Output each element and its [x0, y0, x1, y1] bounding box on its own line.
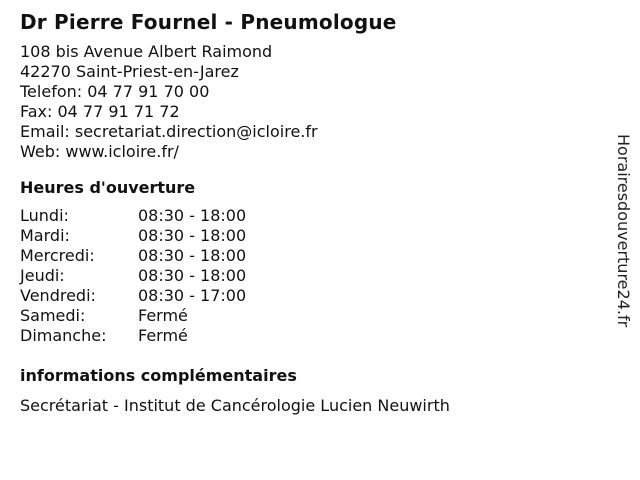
hours-day: Jeudi:	[20, 266, 65, 285]
hours-row-dimanche	[20, 326, 600, 346]
info-text: Secrétariat - Institut de Cancérologie Lucien Neuwirth	[20, 396, 450, 415]
hours-time: 08:30 - 18:00	[138, 206, 247, 225]
hours-time: Fermé	[138, 326, 188, 345]
web-line[interactable]: Web: www.icloire.fr/	[20, 142, 179, 161]
hours-row-vendredi	[20, 286, 600, 306]
hours-day: Mercredi:	[20, 246, 95, 265]
hours-table	[20, 206, 600, 346]
email-line[interactable]: Email: secretariat.direction@icloire.fr	[20, 122, 318, 141]
hours-heading: Heures d'ouverture	[20, 178, 196, 197]
hours-row-lundi	[20, 206, 600, 226]
hours-day: Samedi:	[20, 306, 86, 325]
hours-time: 08:30 - 17:00	[138, 286, 247, 305]
hours-day: Lundi:	[20, 206, 69, 225]
address-city: 42270 Saint-Priest-en-Jarez	[20, 62, 239, 81]
hours-time: 08:30 - 18:00	[138, 226, 247, 245]
phone-line: Telefon: 04 77 91 70 00	[20, 82, 210, 101]
hours-row-jeudi	[20, 266, 600, 286]
hours-time: 08:30 - 18:00	[138, 246, 247, 265]
practice-card	[20, 8, 600, 416]
hours-row-mercredi	[20, 246, 600, 266]
address-street: 108 bis Avenue Albert Raimond	[20, 42, 273, 61]
site-watermark: Horairesdouverture24.fr	[614, 134, 633, 328]
hours-time: 08:30 - 18:00	[138, 266, 247, 285]
fax-line: Fax: 04 77 91 71 72	[20, 102, 180, 121]
hours-day: Mardi:	[20, 226, 70, 245]
hours-day: Dimanche:	[20, 326, 107, 345]
hours-day: Vendredi:	[20, 286, 96, 305]
page-title: Dr Pierre Fournel - Pneumologue	[20, 10, 397, 34]
hours-row-mardi	[20, 226, 600, 246]
hours-time: Fermé	[138, 306, 188, 325]
hours-row-samedi	[20, 306, 600, 326]
info-heading: informations complémentaires	[20, 366, 297, 385]
